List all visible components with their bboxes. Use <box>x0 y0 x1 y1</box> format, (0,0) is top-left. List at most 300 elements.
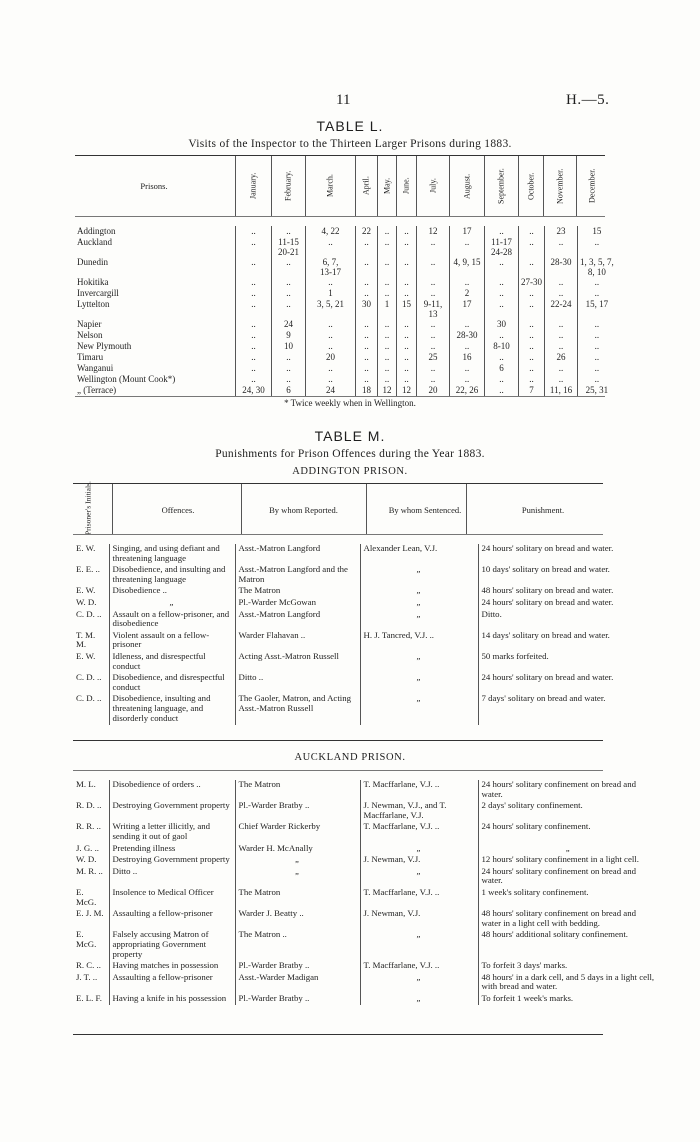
month-column-divider <box>271 156 272 216</box>
table-l-header-rule <box>75 216 605 217</box>
reported-by-cell: „ <box>235 867 360 888</box>
month-column-divider <box>305 156 306 216</box>
table-row <box>73 909 658 930</box>
sentenced-by-cell: „ <box>360 586 478 598</box>
visit-date-cell: .. <box>450 374 485 385</box>
visit-date-cell: 4, 22 <box>306 226 356 237</box>
sentenced-by-cell: „ <box>360 673 478 694</box>
month-header: December. <box>587 168 597 204</box>
prison-name-cell: Auckland <box>77 237 112 247</box>
visit-date-cell: .. <box>578 237 616 257</box>
visit-date-cell: .. <box>450 341 485 352</box>
table-row <box>75 226 616 237</box>
visit-date-cell: .. <box>378 374 397 385</box>
prisoner-initials-cell: T. M. M. <box>76 630 96 650</box>
prisoner-initials-cell: R. R. .. <box>76 822 101 832</box>
prison-name-cell: Wanganui <box>77 363 114 373</box>
visit-date-cell: .. <box>519 299 545 319</box>
prison-name-cell: „ (Terrace) <box>77 385 117 395</box>
punishment-cell: 7 days' solitary on bread and water. <box>478 694 658 725</box>
visit-date-cell: .. <box>356 352 378 363</box>
prisoner-initials-cell: E. J. M. <box>76 909 104 919</box>
punishment-cell: 48 hours' solitary on bread and water. <box>478 586 658 598</box>
visit-date-cell: 6 <box>485 363 519 374</box>
table-row <box>73 888 658 909</box>
visit-date-cell: .. <box>272 363 306 374</box>
reported-by-header: By whom Reported. <box>269 505 338 515</box>
table-row <box>73 961 658 973</box>
prison-name-cell: Addington <box>77 226 116 236</box>
prisoner-initials-cell: C. D. .. <box>76 673 102 683</box>
month-column-divider <box>377 156 378 216</box>
offence-cell: Disobedience .. <box>109 586 235 598</box>
offence-cell: Disobedience, and insulting and threatening language <box>109 565 235 586</box>
table-l-bottom-rule <box>75 396 605 397</box>
table-row <box>73 544 658 565</box>
visit-date-cell: .. <box>272 288 306 299</box>
prison-name-cell: New Plymouth <box>77 341 132 351</box>
punishment-cell: „ <box>478 844 658 856</box>
table-row <box>73 565 658 586</box>
table-row <box>75 319 616 330</box>
visit-date-cell: .. <box>356 288 378 299</box>
header-divider <box>366 484 367 534</box>
punishment-cell: 24 hours' solitary confinement on bread and water. <box>478 867 658 888</box>
reported-by-cell: Ditto .. <box>235 673 360 694</box>
visit-date-cell: .. <box>306 363 356 374</box>
month-column-divider <box>355 156 356 216</box>
visit-date-cell: .. <box>545 237 578 257</box>
reported-by-cell: The Matron .. <box>235 930 360 961</box>
table-l-title: TABLE L. <box>316 118 384 134</box>
visit-date-cell: .. <box>397 257 417 277</box>
prisoner-initials-cell: E. W. <box>76 544 96 553</box>
punishment-cell: 12 hours' solitary confinement in a light cell. <box>478 855 658 867</box>
visit-date-cell: .. <box>236 352 272 363</box>
visit-date-cell: 1, 3, 5, 7, 8, 10 <box>578 257 616 277</box>
visit-date-cell: 22, 26 <box>450 385 485 396</box>
table-row <box>73 867 658 888</box>
punishment-header: Punishment. <box>521 505 565 515</box>
visit-date-cell: .. <box>578 330 616 341</box>
offence-cell: Assaulting a fellow-prisoner <box>109 909 235 930</box>
addington-prison-heading: ADDINGTON PRISON. <box>292 466 408 477</box>
visit-date-cell: .. <box>397 341 417 352</box>
visit-date-cell: 11-17 24-28 <box>485 237 519 257</box>
visit-date-cell: .. <box>519 341 545 352</box>
visit-date-cell: 1 <box>378 299 397 319</box>
visit-date-cell: .. <box>519 226 545 237</box>
visit-date-cell: .. <box>485 352 519 363</box>
prisons-column-header: Prisons. <box>140 181 168 191</box>
visit-date-cell: .. <box>306 319 356 330</box>
sentenced-by-cell: J. Newman, V.J., and T. Macffarlane, V.J. <box>360 801 478 822</box>
visit-date-cell: .. <box>485 385 519 396</box>
visit-date-cell: .. <box>397 352 417 363</box>
visit-date-cell: 18 <box>356 385 378 396</box>
visit-date-cell: 8-10 <box>485 341 519 352</box>
visit-date-cell: .. <box>236 226 272 237</box>
visit-date-cell: 24 <box>272 319 306 330</box>
visit-date-cell: 28-30 <box>450 330 485 341</box>
offence-cell: Having matches in possession <box>109 961 235 973</box>
visit-date-cell: .. <box>450 319 485 330</box>
prisoner-initials-header: Prisoner's Initials. <box>83 481 93 535</box>
prisoner-initials-cell: C. D. .. <box>76 694 102 704</box>
prisoner-initials-cell: E. W. <box>76 586 96 596</box>
visit-date-cell: .. <box>236 330 272 341</box>
visit-date-cell: .. <box>236 288 272 299</box>
visit-date-cell: .. <box>578 277 616 288</box>
visit-date-cell: 22 <box>356 226 378 237</box>
visit-date-cell: .. <box>272 374 306 385</box>
visit-date-cell: .. <box>417 319 450 330</box>
month-header: June. <box>401 177 411 195</box>
month-header: August. <box>462 173 471 199</box>
table-row <box>73 801 658 822</box>
visit-date-cell: .. <box>417 363 450 374</box>
visit-date-cell: .. <box>236 257 272 277</box>
visit-date-cell: .. <box>356 374 378 385</box>
month-column-divider <box>518 156 519 216</box>
offence-cell: Falsely accusing Matron of appropriating Government property <box>109 930 235 961</box>
table-row <box>75 237 616 257</box>
visit-date-cell: 28-30 <box>545 257 578 277</box>
table-m-subtitle: Punishments for Prison Offences during the Year 1883. <box>215 448 485 460</box>
table-row <box>73 631 658 652</box>
offence-cell: Idleness, and disrespectful conduct <box>109 652 235 673</box>
prisoner-initials-cell: W. D. <box>76 855 97 865</box>
punishment-cell: 24 hours' solitary on bread and water. <box>478 598 658 610</box>
visit-date-cell: .. <box>450 363 485 374</box>
table-row <box>73 610 658 631</box>
punishment-cell: 24 hours' solitary on bread and water. <box>478 673 658 694</box>
punishment-cell: To forfeit 3 days' marks. <box>478 961 658 973</box>
table-row <box>73 855 658 867</box>
month-header: March. <box>325 174 335 198</box>
prisoner-initials-cell: M. R. .. <box>76 866 103 876</box>
table-row <box>73 844 658 856</box>
month-header: February. <box>283 170 293 202</box>
visit-date-cell: .. <box>519 374 545 385</box>
visit-date-cell: .. <box>485 374 519 385</box>
visit-date-cell: .. <box>272 277 306 288</box>
visits-table <box>75 226 616 396</box>
table-row <box>75 385 616 396</box>
month-column-divider <box>576 156 577 216</box>
visit-date-cell: .. <box>485 288 519 299</box>
visit-date-cell: .. <box>236 237 272 257</box>
offence-cell: Disobedience of orders .. <box>109 780 235 801</box>
visit-date-cell: .. <box>485 226 519 237</box>
visit-date-cell: .. <box>578 352 616 363</box>
visit-date-cell: .. <box>519 257 545 277</box>
punishment-cell: 14 days' solitary on bread and water. <box>478 631 658 652</box>
punishment-cell: 24 hours' solitary confinement on bread and water. <box>478 780 658 801</box>
sentenced-by-cell: T. Macffarlane, V.J. .. <box>360 780 478 801</box>
month-header: October. <box>526 172 535 200</box>
visit-date-cell: .. <box>519 237 545 257</box>
reported-by-cell: Acting Asst.-Matron Russell <box>235 652 360 673</box>
visit-date-cell: .. <box>356 363 378 374</box>
table-m-bottom-rule <box>73 1034 603 1035</box>
reported-by-cell: Warder H. McAnally <box>235 844 360 856</box>
month-header: July. <box>428 178 437 194</box>
offence-cell: Pretending illness <box>109 844 235 856</box>
visit-date-cell: .. <box>519 319 545 330</box>
visit-date-cell: .. <box>417 237 450 257</box>
visit-date-cell: .. <box>417 374 450 385</box>
visit-date-cell: 24, 30 <box>236 385 272 396</box>
prisoner-initials-cell: C. D. .. <box>76 609 102 619</box>
prisoner-initials-cell: J. G. .. <box>76 843 99 853</box>
punishment-cell: 2 days' solitary confinement. <box>478 801 658 822</box>
prisoner-initials-cell: R. D. .. <box>76 801 102 811</box>
table-row <box>75 257 616 277</box>
table-row <box>73 652 658 673</box>
prisoner-initials-cell: J. T. .. <box>76 972 98 982</box>
reported-by-cell: Pl.-Warder McGowan <box>235 598 360 610</box>
sentenced-by-cell: „ <box>360 598 478 610</box>
visit-date-cell: 30 <box>485 319 519 330</box>
offence-cell: „ <box>109 598 235 610</box>
month-column-divider <box>484 156 485 216</box>
prison-name-cell: Hokitika <box>77 277 109 287</box>
prison-name-cell: Napier <box>77 319 102 329</box>
visit-date-cell: .. <box>378 363 397 374</box>
table-row <box>75 352 616 363</box>
sentenced-by-cell: „ <box>360 694 478 725</box>
auckland-top-rule <box>73 770 603 771</box>
sentenced-by-cell: T. Macffarlane, V.J. .. <box>360 888 478 909</box>
visit-date-cell: 4, 9, 15 <box>450 257 485 277</box>
visit-date-cell: 12 <box>378 385 397 396</box>
visit-date-cell: 26 <box>545 352 578 363</box>
table-row <box>75 277 616 288</box>
visit-date-cell: 10 <box>272 341 306 352</box>
visit-date-cell: .. <box>378 288 397 299</box>
visit-date-cell: 9 <box>272 330 306 341</box>
visit-date-cell: .. <box>485 277 519 288</box>
visit-date-cell: .. <box>417 341 450 352</box>
visit-date-cell: 25 <box>417 352 450 363</box>
month-column-divider <box>416 156 417 216</box>
prison-name-cell: Nelson <box>77 330 103 340</box>
visit-date-cell: .. <box>545 330 578 341</box>
visit-date-cell: 1 <box>306 288 356 299</box>
visit-date-cell: .. <box>356 330 378 341</box>
visit-date-cell: 11-15 20-21 <box>272 237 306 257</box>
offence-cell: Singing, and using defiant and threatening language <box>109 544 235 565</box>
visit-date-cell: .. <box>397 226 417 237</box>
offence-cell: Assaulting a fellow-prisoner <box>109 973 235 994</box>
visit-date-cell: 30 <box>356 299 378 319</box>
visit-date-cell: .. <box>356 319 378 330</box>
table-row <box>73 586 658 598</box>
visit-date-cell: .. <box>236 277 272 288</box>
visit-date-cell: .. <box>306 237 356 257</box>
sentenced-by-cell: „ <box>360 930 478 961</box>
punishment-cell: 48 hours' additional solitary confinement. <box>478 930 658 961</box>
visit-date-cell: .. <box>378 330 397 341</box>
reported-by-cell: The Matron <box>235 780 360 801</box>
visit-date-cell: .. <box>397 363 417 374</box>
punishment-cell: To forfeit 1 week's marks. <box>478 994 658 1006</box>
prison-name-cell: Wellington (Mount Cook*) <box>77 374 176 384</box>
offence-cell: Having a knife in his possession <box>109 994 235 1006</box>
visit-date-cell: .. <box>450 277 485 288</box>
visit-date-cell: 12 <box>417 226 450 237</box>
sentenced-by-cell: T. Macffarlane, V.J. .. <box>360 961 478 973</box>
table-row <box>75 288 616 299</box>
visit-date-cell: .. <box>545 341 578 352</box>
month-header: November. <box>555 168 564 204</box>
table-row <box>75 330 616 341</box>
sentenced-by-cell: „ <box>360 867 478 888</box>
punishment-cell: Ditto. <box>478 610 658 631</box>
page-reference: H.—5. <box>566 92 610 108</box>
visit-date-cell: .. <box>417 257 450 277</box>
visit-date-cell: 11, 16 <box>545 385 578 396</box>
visit-date-cell: 6, 7, 13-17 <box>306 257 356 277</box>
offence-cell: Destroying Government property <box>109 855 235 867</box>
offence-cell: Disobedience, insulting and threatening language, and disorderly conduct <box>109 694 235 725</box>
visit-date-cell: .. <box>417 288 450 299</box>
visit-date-cell: .. <box>272 352 306 363</box>
visit-date-cell: 9-11, 13 <box>417 299 450 319</box>
month-column-divider <box>543 156 544 216</box>
visit-date-cell: .. <box>356 277 378 288</box>
auckland-prison-heading: AUCKLAND PRISON. <box>294 752 406 763</box>
visit-date-cell: .. <box>378 226 397 237</box>
visit-date-cell: .. <box>397 374 417 385</box>
visit-date-cell: .. <box>306 341 356 352</box>
offence-cell: Insolence to Medical Officer <box>109 888 235 909</box>
sentenced-by-cell: „ <box>360 565 478 586</box>
prisoner-initials-cell: M. L. <box>76 780 96 789</box>
month-column-divider <box>449 156 450 216</box>
visit-date-cell: .. <box>272 299 306 319</box>
reported-by-cell: Pl.-Warder Bratby .. <box>235 961 360 973</box>
sentenced-by-cell: „ <box>360 994 478 1006</box>
visit-date-cell: .. <box>356 257 378 277</box>
prison-name-cell: Invercargill <box>77 288 119 298</box>
visit-date-cell: 17 <box>450 226 485 237</box>
sentenced-by-cell: „ <box>360 844 478 856</box>
prisoner-initials-cell: E. McG. <box>76 930 97 949</box>
table-row <box>73 822 658 843</box>
table-row <box>75 363 616 374</box>
offence-cell: Disobedience, and disrespectful conduct <box>109 673 235 694</box>
table-row <box>73 598 658 610</box>
visit-date-cell: .. <box>485 299 519 319</box>
header-divider <box>112 484 113 534</box>
header-divider <box>466 484 467 534</box>
sentenced-by-cell: „ <box>360 973 478 994</box>
visit-date-cell: .. <box>397 319 417 330</box>
visit-date-cell: .. <box>519 352 545 363</box>
punishment-cell: 10 days' solitary on bread and water. <box>478 565 658 586</box>
offence-cell: Writing a letter illicitly, and sending it out of gaol <box>109 822 235 843</box>
visit-date-cell: .. <box>545 319 578 330</box>
visit-date-cell: .. <box>485 330 519 341</box>
visit-date-cell: .. <box>417 330 450 341</box>
visit-date-cell: .. <box>519 288 545 299</box>
offence-cell: Ditto .. <box>109 867 235 888</box>
visit-date-cell: .. <box>236 374 272 385</box>
visit-date-cell: .. <box>272 257 306 277</box>
visit-date-cell: 27-30 <box>519 277 545 288</box>
reported-by-cell: „ <box>235 855 360 867</box>
prisoner-initials-cell: E. W. <box>76 651 96 661</box>
prisoner-initials-cell: E. E. .. <box>76 565 100 575</box>
visit-date-cell: .. <box>578 319 616 330</box>
month-column-divider <box>396 156 397 216</box>
visit-date-cell: 23 <box>545 226 578 237</box>
reported-by-cell: Chief Warder Rickerby <box>235 822 360 843</box>
sentenced-by-cell: „ <box>360 652 478 673</box>
addington-punishments-table <box>73 544 658 725</box>
table-m-title: TABLE M. <box>314 428 386 444</box>
table-l-top-rule <box>75 155 605 156</box>
table-row <box>73 973 658 994</box>
visit-date-cell: .. <box>397 237 417 257</box>
addington-bottom-rule <box>73 740 603 741</box>
table-m-top-rule <box>73 483 603 484</box>
sentenced-by-cell: J. Newman, V.J. <box>360 855 478 867</box>
visit-date-cell: 2 <box>450 288 485 299</box>
reported-by-cell: Asst.-Matron Langford <box>235 544 360 565</box>
visit-date-cell: 6 <box>272 385 306 396</box>
visit-date-cell: .. <box>306 277 356 288</box>
visit-date-cell: 20 <box>417 385 450 396</box>
prisoner-initials-cell: W. D. <box>76 597 97 607</box>
visit-date-cell: .. <box>306 330 356 341</box>
reported-by-cell: The Gaoler, Matron, and Acting Asst.-Matron Russell <box>235 694 360 725</box>
visit-date-cell: 3, 5, 21 <box>306 299 356 319</box>
visit-date-cell: .. <box>378 257 397 277</box>
sentenced-by-cell: Alexander Lean, V.J. <box>360 544 478 565</box>
table-row <box>73 994 658 1006</box>
sentenced-by-cell: J. Newman, V.J. <box>360 909 478 930</box>
reported-by-cell: Asst.-Warder Madigan <box>235 973 360 994</box>
visit-date-cell: .. <box>356 341 378 352</box>
table-row <box>73 780 658 801</box>
visit-date-cell: .. <box>236 363 272 374</box>
auckland-punishments-table <box>73 780 658 1005</box>
offence-cell: Assault on a fellow-prisoner, and disobedience <box>109 610 235 631</box>
visit-date-cell: .. <box>578 374 616 385</box>
visit-date-cell: .. <box>397 288 417 299</box>
visit-date-cell: 25, 31 <box>578 385 616 396</box>
visit-date-cell: 15 <box>578 226 616 237</box>
visit-date-cell: .. <box>578 288 616 299</box>
table-l-footnote: * Twice weekly when in Wellington. <box>284 398 416 408</box>
prison-name-cell: Lyttelton <box>77 299 110 309</box>
reported-by-cell: Warder Flahavan .. <box>235 631 360 652</box>
visit-date-cell: .. <box>306 374 356 385</box>
table-l-subtitle: Visits of the Inspector to the Thirteen Larger Prisons during 1883. <box>188 138 512 150</box>
sentenced-by-cell: H. J. Tancred, V.J. .. <box>360 631 478 652</box>
reported-by-cell: The Matron <box>235 888 360 909</box>
visit-date-cell: .. <box>545 277 578 288</box>
month-header: May. <box>382 177 391 195</box>
visit-date-cell: .. <box>578 363 616 374</box>
visit-date-cell: .. <box>378 352 397 363</box>
table-m-header-rule <box>73 534 603 535</box>
visit-date-cell: 15, 17 <box>578 299 616 319</box>
visit-date-cell: 20 <box>306 352 356 363</box>
